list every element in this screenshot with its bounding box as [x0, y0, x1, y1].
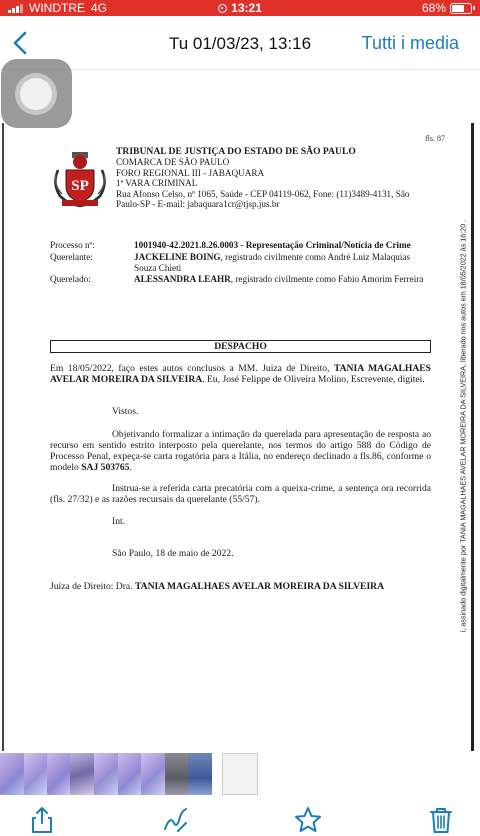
assistive-touch-button[interactable]	[1, 59, 72, 128]
thumbnail[interactable]	[24, 753, 47, 795]
all-media-button[interactable]: Tutti i media	[361, 33, 459, 53]
querelante-name: JACKELINE BOING	[134, 252, 221, 262]
thumbnail[interactable]	[188, 753, 212, 795]
int: Int.	[112, 516, 126, 527]
conclusion-paragraph	[50, 363, 431, 385]
network-type: 4G	[91, 1, 108, 15]
digital-signature-stamp	[457, 131, 469, 721]
p2-start: Objetivando formalizar a intimação da querelada para apresentação de resposta ao recurso em sentido estrito interposto pela querelante, nos termos do artigo 588 do Código de Processo Penal, expeça-se carta rogatória para a Itália, no endereço declinado a fls.86, conforme o modelo	[50, 429, 431, 473]
screen-recording-icon	[218, 4, 227, 13]
p1-start: Em 18/05/2022, faço estes autos conclusos a MM. Juiza de Direito,	[50, 363, 334, 374]
vistos: Vistos.	[112, 406, 139, 417]
clock: 13:21	[231, 1, 262, 15]
instruction-paragraph: Instrua-se a referida carta precatória com a queixa-crime, a sentença ora recorrida (fls. 27/32) e as razões recursais da querelante (55/57).	[50, 483, 431, 505]
status-time	[0, 0, 480, 16]
querelado-row	[50, 274, 428, 285]
querelante-detail: , registrado civilmente como André Luiz Malaquias Souza Chieti	[134, 252, 411, 273]
photo-viewer[interactable]	[0, 71, 480, 751]
address-line-1: Rua Afonso Celso, nº 1065, Saúde - CEP 04119-062, Fone: (11)3489-4131, São	[116, 188, 410, 199]
page-number: fls. 87	[425, 134, 445, 143]
querelante-label: Querelante:	[50, 252, 93, 262]
judge-label: Juíza de Direito: Dra.	[50, 581, 135, 592]
digital-signature-text: i, assinado digitalmente por TANIA MAGALHAES AVELAR MOREIRA DA SILVEIRA, liberado nos autos em 18/05/2022 às 16:20 .	[458, 219, 468, 633]
share-icon[interactable]	[27, 805, 57, 835]
svg-text:SP: SP	[71, 178, 89, 194]
judge-signature-line	[50, 581, 431, 592]
p1-judge: TANIA MAGALHAES AVELAR MOREIRA DA SILVEIRA	[50, 363, 431, 385]
nav-bar	[0, 16, 480, 70]
thumbnail[interactable]	[165, 753, 188, 795]
court-name: TRIBUNAL DE JUSTIÇA DO ESTADO DE SÃO PAULO	[116, 146, 356, 157]
assistive-dot	[20, 78, 52, 110]
case-meta	[50, 240, 428, 286]
trash-icon[interactable]	[426, 805, 456, 835]
bottom-toolbar	[0, 797, 480, 836]
thumbnail-current[interactable]	[222, 753, 258, 795]
querelado-detail: , registrado civilmente como Fabio Amorim Ferreira	[230, 274, 424, 284]
address-line-2: Paulo-SP - E-mail: jabaquara1cr@tjsp.jus.br	[116, 199, 280, 209]
court-header	[116, 146, 426, 210]
p2-model: SAJ 503765	[81, 462, 130, 473]
signing-date: São Paulo, 18 de maio de 2022.	[112, 548, 234, 559]
order-paragraph	[50, 429, 431, 473]
document-page	[2, 123, 474, 751]
nav-title: Tu 01/03/23, 13:16	[168, 34, 312, 53]
markup-pen-icon[interactable]	[160, 805, 190, 835]
processo-value: 1001940-42.2021.8.26.0003 - Representação Criminal/Notícia de Crime	[134, 240, 411, 250]
battery-icon	[450, 3, 472, 14]
coat-of-arms-seal	[50, 150, 110, 208]
foro: FORO REGIONAL III - JABAQUARA	[116, 167, 265, 178]
battery-percent: 68%	[421, 1, 446, 15]
thumbnail[interactable]	[94, 753, 118, 795]
status-bar	[0, 0, 480, 16]
thumbnail[interactable]	[141, 753, 165, 795]
p2-end: .	[129, 462, 132, 473]
processo-row	[50, 240, 428, 251]
thumbnail-strip[interactable]	[0, 751, 480, 797]
thumbnail[interactable]	[47, 753, 70, 795]
carrier-name: WINDTRE	[29, 1, 85, 15]
vara: 1ª VARA CRIMINAL	[116, 178, 198, 188]
battery-fill	[452, 5, 464, 12]
querelado-name: ALESSANDRA LEAHR	[134, 274, 231, 284]
querelado-label: Querelado:	[50, 274, 91, 284]
comarca: COMARCA DE SÃO PAULO	[116, 157, 230, 167]
judge-name: TANIA MAGALHAES AVELAR MOREIRA DA SILVEIRA	[134, 581, 385, 592]
thumbnail[interactable]	[118, 753, 141, 795]
thumbnail[interactable]	[70, 753, 94, 795]
despacho-title: DESPACHO	[50, 340, 431, 353]
star-icon[interactable]	[293, 805, 323, 835]
processo-label: Processo nº:	[50, 240, 95, 250]
p1-end: . Eu, José Felippe de Oliveira Molino, Escrevente, digitei.	[202, 374, 425, 385]
thumbnail[interactable]	[0, 753, 24, 795]
battery	[422, 0, 472, 16]
querelante-row	[50, 252, 428, 273]
